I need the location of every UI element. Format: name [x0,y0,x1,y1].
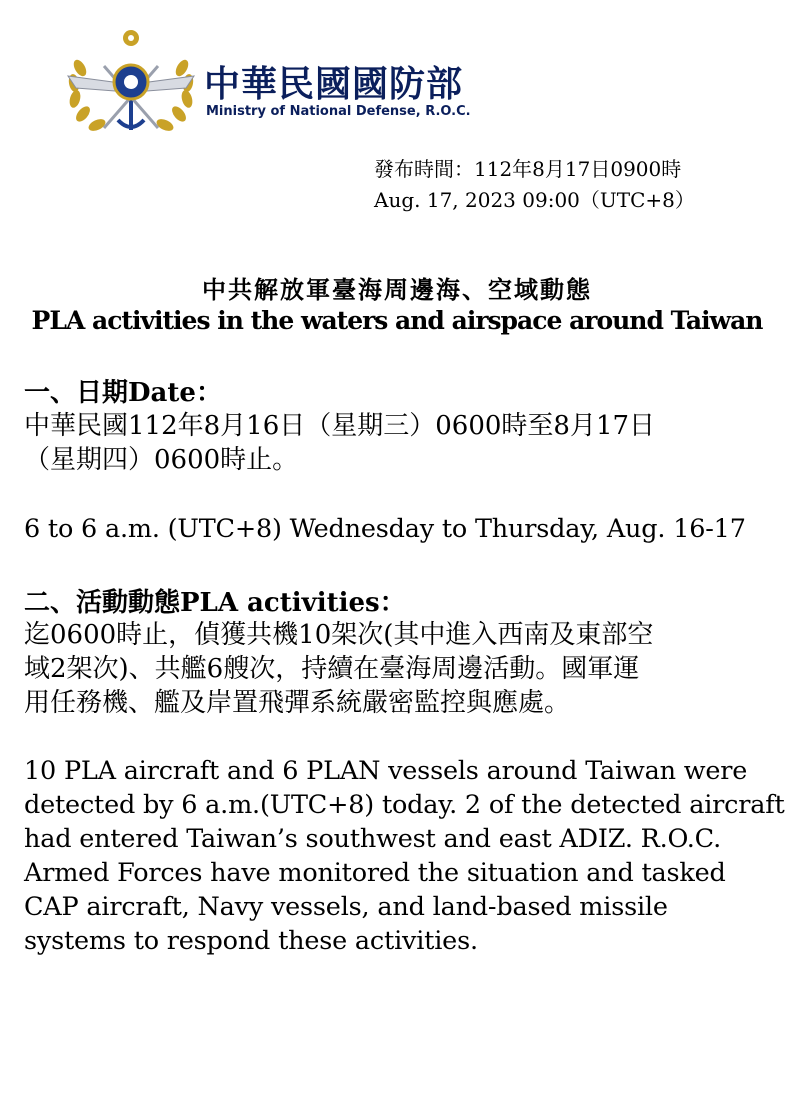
paragraph-line: systems to respond these activities. [24,926,478,956]
ministry-name-en: Ministry of National Defense, R.O.C. [206,104,471,119]
paragraph-line: 迄0600時止，偵獲共機10架次(其中進入西南及東部空 [24,620,654,650]
paragraph-line: 10 PLA aircraft and 6 PLAN vessels around Taiwan were [24,756,748,786]
ministry-name-zh: 中華民國國防部 [204,64,464,105]
paragraph-line: 域2架次)、共艦6艘次，持續在臺海周邊活動。國軍運 [24,654,640,684]
paragraph-line: 用任務機、艦及岸置飛彈系統嚴密監控與應處。 [24,688,571,718]
section-date-heading: 一、日期Date： [24,378,222,408]
section-activities-heading: 二、活動動態PLA activities： [24,588,406,618]
paragraph-line: had entered Taiwan’s southwest and east ADIZ. R.O.C. [24,824,721,854]
title-en: PLA activities in the waters and airspace around Taiwan [31,306,763,335]
paragraph-line: Armed Forces have monitored the situation and tasked [24,858,726,888]
title-zh: 中共解放軍臺海周邊海、空域動態 [202,275,592,304]
paragraph-line: CAP aircraft, Navy vessels, and land-based missile [24,892,668,922]
paragraph-line: （星期四）0600時止。 [24,445,299,475]
section-date-zh [24,409,655,477]
section-activities-zh [24,618,653,720]
release-time-zh: 發布時間：112年8月17日0900時 [374,157,682,181]
paragraph-line: 中華民國112年8月16日（星期三）0600時至8月17日 [24,411,656,441]
release-time [374,154,695,216]
section-activities-en [24,754,785,958]
release-time-en: Aug. 17, 2023 09:00（UTC+8） [374,188,695,212]
ministry-emblem-logo [58,28,204,140]
section-date-en: 6 to 6 a.m. (UTC+8) Wednesday to Thursday, Aug. 16-17 [24,514,746,544]
paragraph-line: detected by 6 a.m.(UTC+8) today. 2 of the detected aircraft [24,790,785,820]
